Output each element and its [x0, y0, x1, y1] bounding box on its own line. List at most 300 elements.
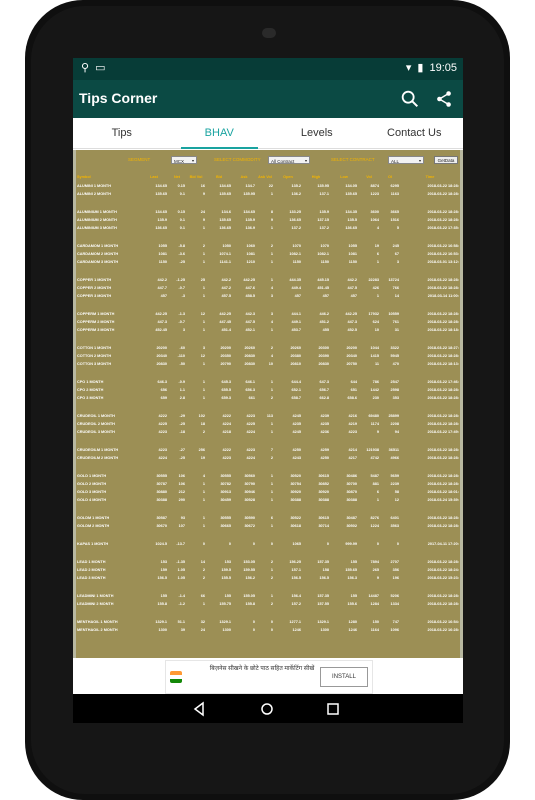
table-cell: 761 — [392, 320, 399, 324]
table-cell: 656.7 — [319, 388, 329, 392]
group-spacer — [76, 530, 460, 540]
group-spacer — [76, 548, 460, 558]
table-row — [76, 216, 460, 224]
commodity-select[interactable]: All Contract ▾ — [268, 156, 310, 164]
table-cell: 446.2 — [319, 312, 329, 316]
table-cell: 451.45 — [317, 286, 329, 290]
tab-contact-us[interactable]: Contact Us — [387, 127, 442, 139]
table-cell: 4225 — [158, 422, 167, 426]
table-cell: 155.65 — [345, 568, 357, 572]
table-cell: 24 — [200, 628, 205, 632]
spacer-cell — [76, 300, 460, 310]
table-cell: 6 — [376, 252, 379, 256]
table-cell: 58 — [394, 490, 399, 494]
table-cell: 442.25 — [243, 278, 255, 282]
table-cell: 2018-03-22 15:23: — [427, 576, 459, 580]
commodity-label: SELECT COMMODITY — [214, 157, 261, 162]
table-cell: -5.8 — [178, 244, 185, 248]
symbol-cell: LEAD 1 MONTH — [77, 560, 106, 564]
table-cell: 265 — [372, 568, 379, 572]
tab-levels[interactable]: Levels — [300, 127, 333, 139]
table-cell: 1055 — [158, 244, 167, 248]
table-cell: 0 — [228, 542, 231, 546]
table-cell: 30590 — [244, 516, 255, 520]
table-cell: 2018-03-22 18:28: — [427, 278, 459, 282]
symbol-cell: CRUDEOILM 1 MONTH — [77, 448, 119, 452]
table-cell: 30522 — [290, 516, 301, 520]
table-cell: 136.65 — [219, 226, 231, 230]
table-cell: 2018-03-22 17:46: — [427, 380, 459, 384]
table-cell: 136.2 — [291, 192, 301, 196]
table-cell: 19 — [374, 244, 379, 248]
spacer-cell — [76, 548, 460, 558]
get-data-button[interactable]: GetData — [434, 156, 458, 164]
table-row — [76, 618, 460, 626]
table-cell: 12 — [394, 498, 399, 502]
table-cell: 1 — [202, 294, 205, 298]
table-cell: 155 — [160, 594, 167, 598]
table-cell: 1 — [270, 498, 273, 502]
table-cell: 2 — [202, 568, 205, 572]
table-cell: 1 — [202, 388, 205, 392]
bhav-table — [76, 172, 460, 634]
home-icon[interactable] — [259, 701, 275, 717]
symbol-cell: CPO 1 MONTH — [77, 380, 104, 384]
recents-icon[interactable] — [325, 701, 341, 717]
table-cell: 30790 — [244, 482, 255, 486]
spacer-cell — [76, 582, 460, 592]
column-header: Ask — [240, 175, 248, 179]
table-cell: -25 — [179, 456, 185, 460]
table-cell: 30388 — [156, 498, 167, 502]
table-cell: 2 — [270, 346, 273, 350]
table-cell: 22 — [268, 184, 273, 188]
table-cell: 447.7 — [157, 286, 167, 290]
table-cell: 150 — [372, 620, 379, 624]
table-cell: 1415 — [370, 354, 379, 358]
symbol-cell: CRUDEOIL 1 MONTH — [77, 414, 115, 418]
table-cell: 155.05 — [243, 594, 255, 598]
battery-icon: ▮ — [417, 62, 424, 74]
table-cell: 2239 — [390, 482, 399, 486]
table-cell: 156.25 — [289, 560, 301, 564]
table-cell: 1 — [202, 602, 205, 606]
table-cell: 66 — [200, 594, 205, 598]
table-cell: 135.5 — [347, 218, 357, 222]
table-cell: 3 — [270, 294, 273, 298]
symbol-cell: GOLDM 2 MONTH — [77, 524, 110, 528]
table-cell: 1 — [202, 498, 205, 502]
table-cell: 656 — [160, 388, 167, 392]
symbol-cell: MENTHAOIL 2 MONTH — [77, 628, 118, 632]
table-cell: 20260 — [290, 346, 301, 350]
table-cell: 447.5 — [347, 286, 357, 290]
table-cell: 134.65 — [155, 184, 167, 188]
table-cell: 1300 — [222, 628, 231, 632]
table-cell: 447.5 — [245, 320, 255, 324]
table-cell: 30665 — [220, 524, 231, 528]
table-cell: 2 — [202, 576, 205, 580]
table-cell: 2018-03-22 18:28: — [427, 396, 459, 400]
table-cell: 2018-03-22 18:28: — [427, 456, 459, 460]
table-cell: 645.3 — [221, 380, 231, 384]
navigation-bar — [73, 694, 463, 723]
symbol-cell: GOLDM 1 MONTH — [77, 516, 110, 520]
table-cell: 1070 — [320, 244, 329, 248]
symbol-cell: GOLD 1 MONTH — [77, 474, 107, 478]
table-cell: 0.1 — [179, 218, 185, 222]
table-cell: 159 — [160, 568, 167, 572]
table-cell: 136.65 — [155, 226, 167, 230]
usb-icon: ⚲ — [81, 62, 90, 74]
symbol-cell: COTTON 1 MONTH — [77, 346, 112, 350]
table-cell: 2598 — [390, 388, 399, 392]
table-cell: 6 — [376, 490, 379, 494]
spacer-cell — [76, 462, 460, 472]
table-cell: 2018-03-14 11:00: — [427, 294, 459, 298]
table-cell: 22283 — [368, 278, 379, 282]
table-cell: 30670 — [156, 524, 167, 528]
table-cell: 442.25 — [155, 312, 167, 316]
table-cell: 157.55 — [317, 602, 329, 606]
table-cell: 1 — [202, 482, 205, 486]
table-cell: 4239 — [320, 414, 329, 418]
table-cell: 659 — [160, 396, 167, 400]
table-cell: 2018-03-22 18:28: — [427, 524, 459, 528]
table-cell: 30615 — [318, 516, 329, 520]
table-cell: 156.5 — [157, 576, 167, 580]
table-cell: 1 — [270, 422, 273, 426]
table-cell: 32 — [200, 620, 205, 624]
segment-select[interactable]: MCX ▾ — [171, 156, 197, 164]
bhav-panel — [76, 150, 460, 658]
table-cell: 3 — [182, 328, 185, 332]
spacer-cell — [76, 266, 460, 276]
table-cell: 135.2 — [291, 184, 301, 188]
table-cell: 1 — [202, 490, 205, 494]
table-cell: 646.3 — [157, 380, 167, 384]
app-title: Tips Corner — [79, 90, 158, 106]
clock: 19:05 — [429, 61, 457, 74]
symbol-cell: COPPERM 1 MONTH — [77, 312, 115, 316]
column-header: Ask Vol — [258, 175, 272, 179]
table-cell: 3665 — [390, 210, 399, 214]
table-cell: 1150 — [348, 260, 357, 264]
table-cell: 3 — [202, 346, 205, 350]
table-cell: 30880 — [156, 490, 167, 494]
table-cell: 36511 — [388, 448, 399, 452]
symbol-cell: LEAD 2 MONTH — [77, 568, 106, 572]
symbol-cell: GOLD 2 MONTH — [77, 482, 107, 486]
table-cell: 0 — [252, 542, 255, 546]
group-spacer — [76, 334, 460, 344]
table-cell: 1 — [270, 380, 273, 384]
spacer-cell — [76, 504, 460, 514]
table-cell: 137.2 — [291, 226, 301, 230]
table-cell: 155.5 — [221, 576, 231, 580]
group-spacer — [76, 266, 460, 276]
table-cell: 20340 — [346, 354, 357, 358]
table-cell: 14 — [200, 560, 205, 564]
table-cell: 134.7 — [245, 184, 255, 188]
column-header: Time — [425, 175, 435, 179]
table-row — [76, 284, 460, 292]
table-cell: 30555 — [156, 474, 167, 478]
table-cell: 1 — [376, 294, 379, 298]
table-cell: 2018-03-22 18:28: — [427, 474, 459, 478]
table-cell: 39 — [180, 628, 185, 632]
table-cell: 6295 — [390, 184, 399, 188]
table-cell: 4 — [376, 226, 379, 230]
table-cell: 786 — [372, 380, 379, 384]
tab-bhav[interactable]: BHAV — [171, 118, 269, 148]
table-cell: -13.7 — [176, 542, 185, 546]
table-cell: 30555 — [220, 516, 231, 520]
symbol-cell: LEADMINI 2 MONTH — [77, 602, 114, 606]
table-row — [76, 566, 460, 574]
table-cell: 0.15 — [177, 210, 185, 214]
symbol-cell: ALUMINIUM 1 MONTH — [77, 210, 117, 214]
table-cell: 3322 — [390, 346, 399, 350]
table-cell: 8276 — [370, 516, 379, 520]
table-cell: 1174 — [370, 422, 379, 426]
table-cell: 661 — [248, 396, 255, 400]
table-cell: 1210 — [246, 260, 255, 264]
table-cell: 1 — [270, 260, 273, 264]
table-cell: 1 — [202, 328, 205, 332]
table-cell: 453.7 — [291, 328, 301, 332]
symbol-cell: CARDAMOM 1 MONTH — [77, 244, 119, 248]
table-cell: 2018-03-01 13:12: — [427, 260, 459, 264]
contract-select[interactable]: ALL ▾ — [388, 156, 424, 164]
table-cell: 2018-03-22 18:28: — [427, 286, 459, 290]
column-header: High — [311, 175, 321, 179]
table-cell: 2018-03-22 18:28: — [427, 184, 459, 188]
table-cell: 14487 — [368, 594, 379, 598]
table-cell: 651 — [350, 388, 357, 392]
table-cell: 1 — [270, 594, 273, 598]
table-cell: 2 — [202, 244, 205, 248]
table-cell: 0 — [270, 620, 273, 624]
table-cell: 0.15 — [177, 184, 185, 188]
table-cell: 1 — [376, 260, 379, 264]
table-cell: 452.45 — [155, 328, 167, 332]
table-cell: 155.75 — [219, 602, 231, 606]
symbol-cell: ALUMINI 2 MONTH — [77, 192, 111, 196]
table-cell: 457 — [322, 294, 329, 298]
table-cell: -1.4 — [178, 594, 185, 598]
table-cell: 20350 — [220, 354, 231, 358]
table-cell: 4 — [202, 474, 205, 478]
install-button[interactable]: INSTALL — [320, 667, 368, 687]
table-cell: 2018-03-22 16:53: — [427, 252, 459, 256]
app-bar — [73, 80, 463, 118]
table-cell: 1 — [202, 396, 205, 400]
table-cell: 30672 — [244, 524, 255, 528]
table-cell: 2018-03-22 18:28: — [427, 422, 459, 426]
table-cell: 20810 — [290, 362, 301, 366]
table-cell: 1.1 — [179, 388, 185, 392]
table-cell: 0 — [252, 620, 255, 624]
table-cell: 30587 — [156, 516, 167, 520]
table-cell: 1277.1 — [289, 620, 301, 624]
table-cell: 135.65 — [155, 192, 167, 196]
table-cell: 7 — [270, 448, 273, 452]
table-row — [76, 496, 460, 504]
table-cell: 30486 — [346, 474, 357, 478]
table-cell: 230 — [372, 396, 379, 400]
table-cell: -3 — [181, 294, 185, 298]
table-cell: 1 — [270, 430, 273, 434]
table-cell: 2018-03-22 18:13: — [427, 362, 459, 366]
table-cell: 1 — [270, 388, 273, 392]
table-cell: 137.1 — [319, 192, 329, 196]
table-cell: 156.4 — [291, 594, 301, 598]
symbol-cell: ALUMINI 1 MONTH — [77, 184, 111, 188]
table-cell: 1246 — [348, 628, 357, 632]
table-cell: 4218 — [222, 430, 231, 434]
table-cell: 135.65 — [219, 218, 231, 222]
spacer-cell — [76, 530, 460, 540]
table-cell: 256 — [198, 448, 205, 452]
status-bar — [73, 58, 463, 80]
contract-label: SELECT CONTRACT — [331, 157, 375, 162]
table-cell: 20380 — [290, 354, 301, 358]
table-cell: 451.2 — [319, 320, 329, 324]
table-cell: 2 — [270, 602, 273, 606]
table-cell: 13724 — [388, 278, 399, 282]
table-cell: 1150 — [292, 260, 301, 264]
table-cell: 6 — [270, 516, 273, 520]
table-cell: 134.65 — [155, 210, 167, 214]
symbol-cell: GOLD 3 MONTH — [77, 490, 107, 494]
table-cell: 2.8 — [179, 396, 185, 400]
screen — [73, 58, 463, 723]
table-cell: 0 — [396, 542, 399, 546]
table-row — [76, 182, 460, 190]
table-cell: 18 — [200, 422, 205, 426]
table-cell: 1 — [202, 524, 205, 528]
tab-tips[interactable]: Tips — [111, 127, 132, 139]
table-row — [76, 522, 460, 530]
table-cell: 8 — [270, 210, 273, 214]
table-cell: 1150 — [158, 260, 167, 264]
table-cell: 2018-03-22 18:28: — [427, 210, 459, 214]
search-icon[interactable] — [399, 88, 421, 110]
table-cell: 5206 — [390, 594, 399, 598]
table-cell: 442.3 — [245, 312, 255, 316]
table-cell: 30459 — [220, 498, 231, 502]
table-cell: 644 — [350, 380, 357, 384]
table-cell: 655.5 — [221, 388, 231, 392]
table-cell: 2018-03-22 18:28: — [427, 388, 459, 392]
group-spacer — [76, 300, 460, 310]
table-cell: 4 — [270, 354, 273, 358]
table-cell: 1 — [270, 328, 273, 332]
table-cell: 30754 — [290, 482, 301, 486]
table-cell: 10 — [268, 362, 273, 366]
table-cell: 69480 — [368, 414, 379, 418]
table-cell: 447.45 — [219, 320, 231, 324]
symbol-cell: LEADMINI 1 MONTH — [77, 594, 114, 598]
table-row — [76, 626, 460, 634]
table-cell: 457 — [294, 294, 301, 298]
table-cell: 106 — [178, 482, 185, 486]
group-spacer — [76, 368, 460, 378]
table-cell: 20340 — [156, 354, 167, 358]
table-cell: 2018-03-22 16:28: — [427, 628, 459, 632]
ad-banner[interactable] — [165, 660, 373, 694]
table-row — [76, 190, 460, 198]
table-row — [76, 420, 460, 428]
table-cell: 2017-04-11 17:20: — [427, 542, 459, 546]
table-cell: 1 — [202, 286, 205, 290]
table-cell: 442.25 — [219, 312, 231, 316]
back-icon[interactable] — [191, 701, 207, 717]
table-cell: 4224 — [246, 456, 255, 460]
table-cell: 5945 — [390, 354, 399, 358]
table-row — [76, 360, 460, 368]
table-row — [76, 352, 460, 360]
table-cell: 447.3 — [347, 320, 357, 324]
spacer-cell — [76, 436, 460, 446]
table-row — [76, 310, 460, 318]
table-cell: 2018-03-22 16:58: — [427, 244, 459, 248]
table-cell: 134.65 — [219, 184, 231, 188]
filter-bar — [76, 156, 460, 168]
share-icon[interactable] — [433, 88, 455, 110]
table-cell: 4250 — [320, 456, 329, 460]
table-cell: 1081 — [246, 252, 255, 256]
table-cell: 1 — [270, 278, 273, 282]
table-cell: 652.1 — [291, 388, 301, 392]
table-cell: 445.15 — [317, 278, 329, 282]
column-header: Last — [150, 175, 158, 179]
table-cell: 19 — [200, 456, 205, 460]
table-cell: 1141.1 — [219, 260, 231, 264]
table-cell: 3 — [270, 312, 273, 316]
table-cell: 1329.1 — [155, 620, 167, 624]
table-cell: 2 — [270, 396, 273, 400]
table-row — [76, 514, 460, 522]
table-cell: 0 — [270, 628, 273, 632]
table-cell: -18 — [179, 430, 185, 434]
table-cell: 4225 — [246, 422, 255, 426]
table-cell: 2018-03-22 17:49: — [427, 430, 459, 434]
table-cell: 457 — [160, 294, 167, 298]
table-cell: 1.05 — [177, 568, 185, 572]
table-cell: 30714 — [318, 524, 329, 528]
table-cell: 2018-03-22 17:35: — [427, 226, 459, 230]
ad-logo — [170, 671, 182, 683]
table-cell: 1 — [270, 252, 273, 256]
table-cell: 30560 — [244, 474, 255, 478]
table-cell: 14 — [394, 294, 399, 298]
table-cell: 1070 — [292, 244, 301, 248]
table-cell: 4223 — [222, 456, 231, 460]
table-row — [76, 292, 460, 300]
table-cell: 137.15 — [317, 218, 329, 222]
table-cell: -25 — [179, 260, 185, 264]
table-cell: 121938 — [366, 448, 379, 452]
message-icon: ▭ — [95, 62, 106, 74]
table-cell: 157.1 — [291, 568, 301, 572]
table-cell: 2018-03-22 18:28: — [427, 560, 459, 564]
table-cell: 2018-03-22 18:24: — [427, 568, 459, 572]
table-cell: 447.2 — [221, 286, 231, 290]
table-cell: 2018-03-22 18:28: — [427, 448, 459, 452]
table-cell: 4235 — [292, 422, 301, 426]
